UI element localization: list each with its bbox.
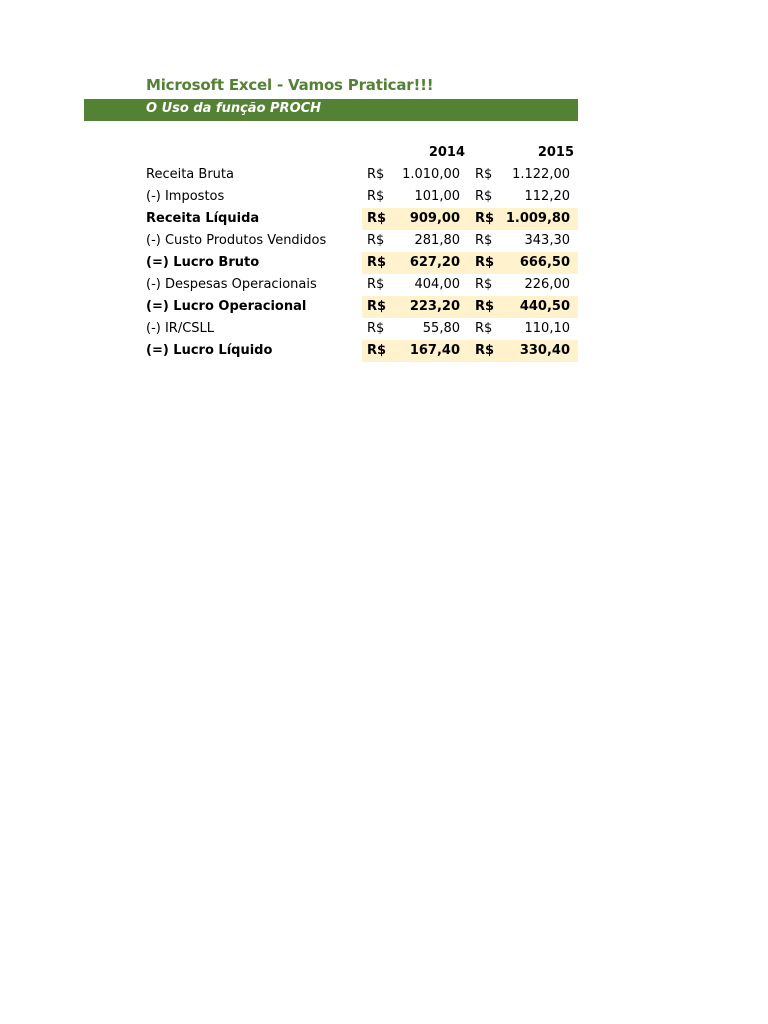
- row-label[interactable]: (=) Lucro Bruto: [146, 255, 260, 270]
- value-2015[interactable]: 1.009,80: [505, 211, 570, 226]
- currency-2015[interactable]: R$: [475, 343, 495, 358]
- value-2014[interactable]: 909,00: [409, 211, 460, 226]
- value-2015[interactable]: 112,20: [524, 189, 570, 204]
- value-2015[interactable]: 343,30: [524, 233, 570, 248]
- row-label[interactable]: (-) Impostos: [146, 189, 225, 204]
- currency-2014[interactable]: R$: [367, 277, 385, 292]
- value-2014[interactable]: 55,80: [422, 321, 460, 336]
- table-row-custo-produtos: [146, 230, 578, 252]
- row-label[interactable]: (-) Despesas Operacionais: [146, 277, 317, 292]
- currency-2014[interactable]: R$: [367, 167, 385, 182]
- table-row-lucro-liquido: [146, 340, 578, 362]
- currency-2014[interactable]: R$: [367, 343, 387, 358]
- row-label[interactable]: (-) Custo Produtos Vendidos: [146, 233, 327, 248]
- value-2014[interactable]: 1.010,00: [402, 167, 460, 182]
- currency-2014[interactable]: R$: [367, 255, 387, 270]
- year-header-row: [146, 142, 578, 164]
- table-row-receita-liquida: [146, 208, 578, 230]
- currency-2014[interactable]: R$: [367, 189, 385, 204]
- table-row-despesas-operacionais: [146, 274, 578, 296]
- table-row-receita-bruta: [146, 164, 578, 186]
- currency-2015[interactable]: R$: [475, 167, 493, 182]
- currency-2014[interactable]: R$: [367, 211, 387, 226]
- row-label[interactable]: Receita Bruta: [146, 167, 234, 182]
- currency-2014[interactable]: R$: [367, 233, 385, 248]
- value-2014[interactable]: 101,00: [414, 189, 460, 204]
- table-row-lucro-bruto: [146, 252, 578, 274]
- year-2014-header[interactable]: 2014: [428, 145, 465, 160]
- currency-2015[interactable]: R$: [475, 321, 493, 336]
- subtitle-bar: [84, 99, 578, 121]
- value-2014[interactable]: 281,80: [414, 233, 460, 248]
- value-2015[interactable]: 226,00: [524, 277, 570, 292]
- row-label[interactable]: (=) Lucro Operacional: [146, 299, 307, 314]
- row-label[interactable]: Receita Líquida: [146, 211, 260, 226]
- value-2014[interactable]: 404,00: [414, 277, 460, 292]
- year-2015-header[interactable]: 2015: [537, 145, 574, 160]
- value-2015[interactable]: 1.122,00: [512, 167, 570, 182]
- value-2014[interactable]: 223,20: [409, 299, 460, 314]
- value-2014[interactable]: 627,20: [409, 255, 460, 270]
- value-2015[interactable]: 110,10: [524, 321, 570, 336]
- currency-2015[interactable]: R$: [475, 189, 493, 204]
- row-label[interactable]: (=) Lucro Líquido: [146, 343, 273, 358]
- table-row-ir-csll: [146, 318, 578, 340]
- value-2015[interactable]: 330,40: [519, 343, 570, 358]
- currency-2015[interactable]: R$: [475, 277, 493, 292]
- sheet-title: Microsoft Excel - Vamos Praticar!!!: [146, 76, 434, 94]
- table-row-impostos: [146, 186, 578, 208]
- value-2014[interactable]: 167,40: [409, 343, 460, 358]
- currency-2014[interactable]: R$: [367, 321, 385, 336]
- table-row-lucro-operacional: [146, 296, 578, 318]
- currency-2015[interactable]: R$: [475, 255, 495, 270]
- value-2015[interactable]: 666,50: [519, 255, 570, 270]
- row-label[interactable]: (-) IR/CSLL: [146, 321, 215, 336]
- currency-2015[interactable]: R$: [475, 211, 495, 226]
- income-statement-table: [146, 142, 578, 362]
- value-2015[interactable]: 440,50: [519, 299, 570, 314]
- currency-2015[interactable]: R$: [475, 299, 495, 314]
- subtitle-text: O Uso da função PROCH: [146, 101, 322, 116]
- currency-2015[interactable]: R$: [475, 233, 493, 248]
- currency-2014[interactable]: R$: [367, 299, 387, 314]
